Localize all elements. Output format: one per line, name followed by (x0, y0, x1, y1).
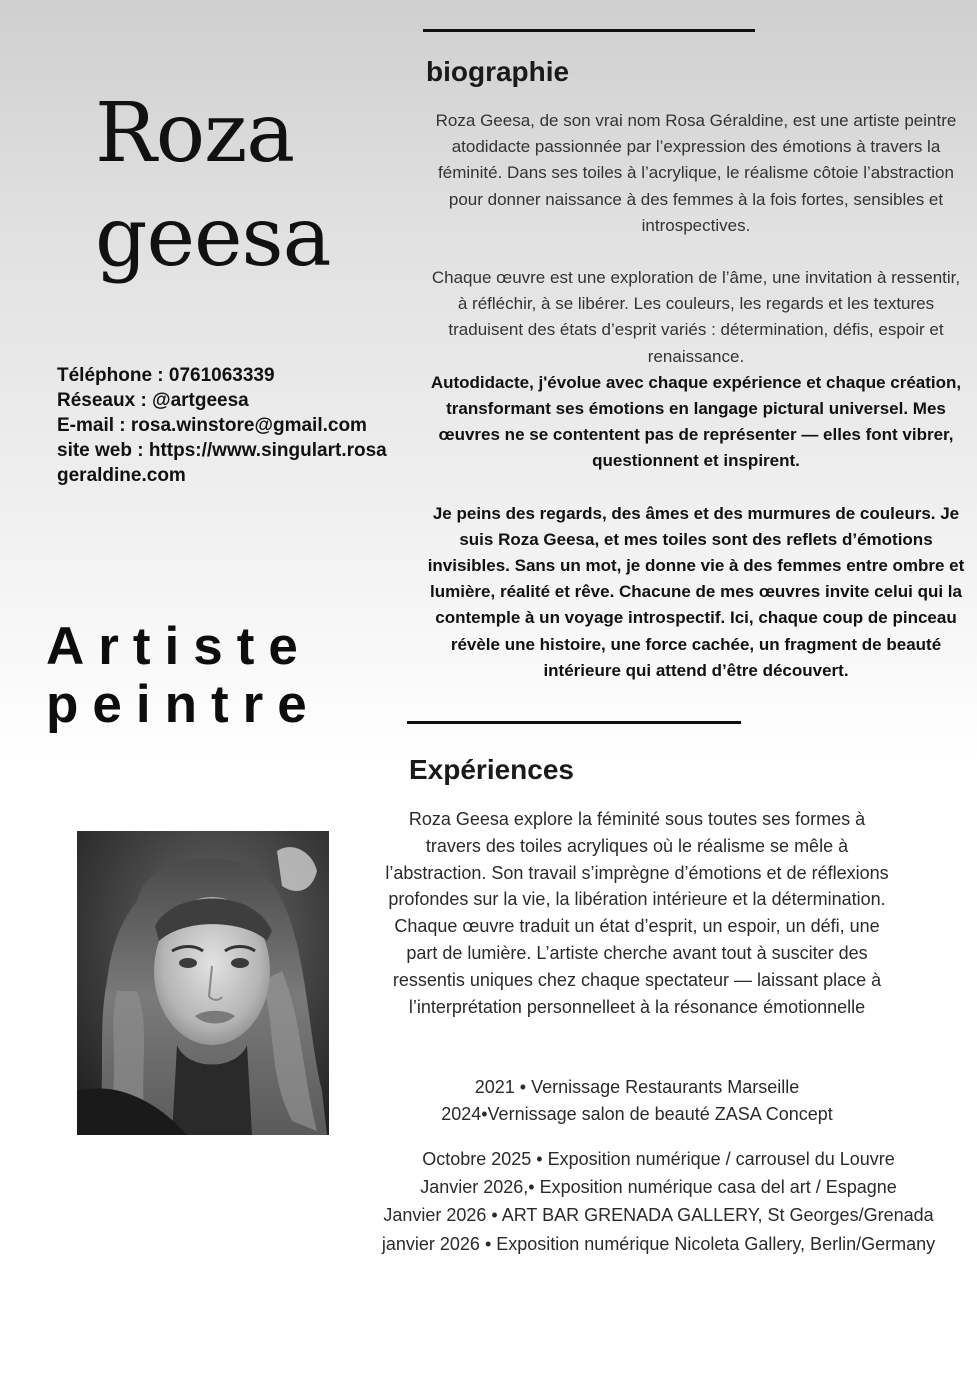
contact-website-cont: geraldine.com (57, 465, 186, 486)
contact-email: E-mail : rosa.winstore@gmail.com (57, 415, 367, 436)
top-divider (423, 29, 755, 32)
event-list (380, 1074, 894, 1128)
event-item: Janvier 2026 • ART BAR GRENADA GALLERY, St Georges/Grenada (383, 1205, 934, 1226)
artist-name-line2: geesa (95, 190, 331, 285)
contact-website: site web : https://www.singulart.rosa (57, 440, 387, 461)
event-item: Octobre 2025 • Exposition numérique / carrousel du Louvre (422, 1149, 895, 1169)
portrait-image (77, 831, 329, 1135)
artist-portrait-photo (77, 831, 329, 1135)
biography-heading: biographie (426, 56, 570, 87)
artist-name-line1: Roza (95, 86, 295, 181)
event-item: 2024•Vernissage salon de beauté ZASA Concept (441, 1104, 833, 1124)
event-item: Janvier 2026,• Exposition numérique casa del art / Espagne (420, 1177, 897, 1198)
middle-divider (407, 721, 741, 724)
contact-phone: Téléphone : 0761063339 (57, 365, 275, 386)
experiences-text: Roza Geesa explore la féminité sous toutes ses formes à travers des toiles acryliques où le réalisme se mêle à l’abstraction. Son travail s’imprègne d’émotions et de réflexions profondes sur la vie, la libération intérieure et la détermination. Chaque œuvre traduit un état d’esprit, un espoir, un défi, une part de lumière. L’artiste cherche avant tout à susciter des ressentis uniques chez chaque spectateur — laissant place à l’interprétation personnelleet à la résonance émotionnelle (385, 809, 889, 1017)
event-list (340, 1145, 977, 1258)
role-line2: peintre (46, 675, 321, 734)
biography-paragraph: Chaque œuvre est une exploration de l’âme, une invitation à ressentir, à réfléchir, à se libérer. Les couleurs, les regards et les textures traduisent des états d’esprit variés : détermination, défis, espoir et renaissance. (431, 268, 961, 366)
artist-name (95, 82, 395, 290)
contact-social: Réseaux : @artgeesa (57, 390, 249, 411)
experiences-heading: Expériences (409, 754, 574, 785)
role-title (46, 618, 321, 734)
biography-paragraph: Roza Geesa, de son vrai nom Rosa Géraldine, est une artiste peintre atodidacte passionnée par l’expression des émotions à travers la féminité. Dans ses toiles à l’acrylique, le réalisme côtoie l’abstraction pour donner naissance à des femmes à la fois fortes, sensibles et introspectives. (435, 111, 957, 235)
biography-paragraph: Autodidacte, j'évolue avec chaque expérience et chaque création, transformant ses émotions en langage pictural universel. Mes œuvres ne se contentent pas de représenter — elles font vibrer, questionnent et inspirent. (430, 372, 962, 471)
event-item: 2021 • Vernissage Restaurants Marseille (474, 1077, 800, 1097)
contact-block (57, 363, 417, 488)
role-line1: Artiste (46, 617, 312, 676)
biography-paragraph: Je peins des regards, des âmes et des murmures de couleurs. Je suis Roza Geesa, et mes toiles sont des reflets d’émotions invisibles. Sans un mot, je donne vie à des femmes entre ombre et lumière, réalité et rêve. Chacune de mes œuvres invite celui qui la contemple à un voyage introspectif. Ici, chaque coup de pinceau révèle une histoire, une force cachée, un fragment de beauté intérieure qui attend d’être découvert. (427, 503, 965, 680)
event-item: janvier 2026 • Exposition numérique Nicoleta Gallery, Berlin/Germany (381, 1233, 936, 1254)
biography-text (425, 108, 967, 684)
